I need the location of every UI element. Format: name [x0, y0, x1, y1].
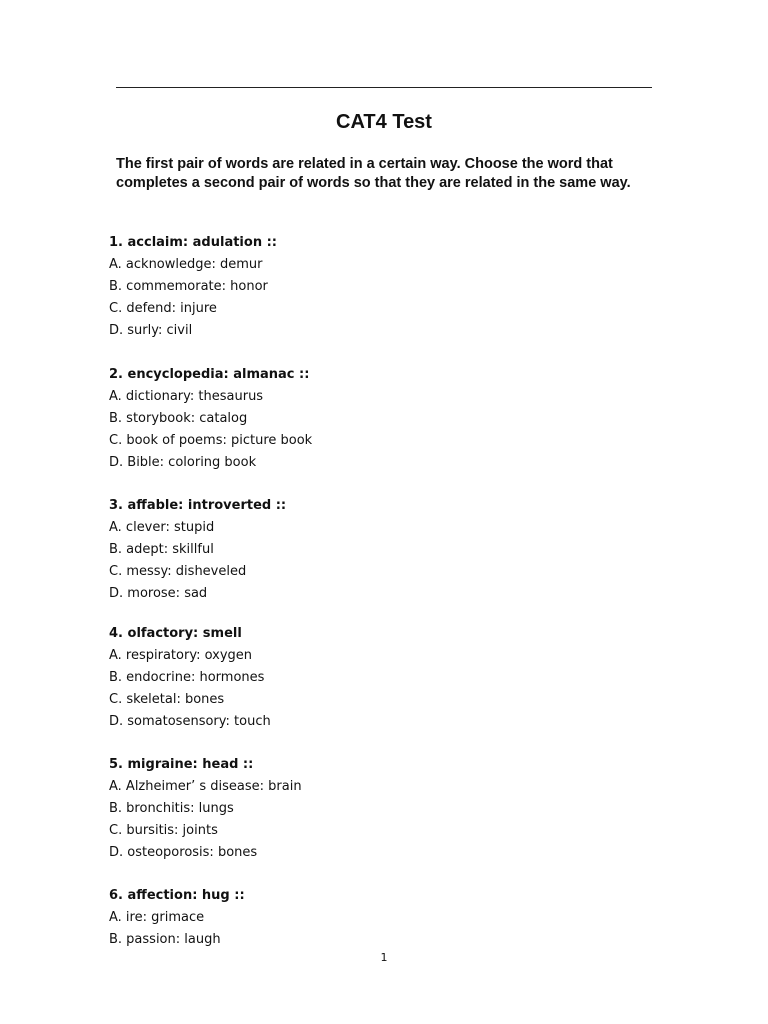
answer-option: D. surly: civil [109, 323, 193, 338]
answer-option: B. adept: skillful [109, 542, 214, 557]
answer-option: B. endocrine: hormones [109, 670, 265, 685]
instructions: The first pair of words are related in a certain way. Choose the word that completes a second pair of words so that they are related in the same way. [116, 156, 631, 191]
question-stem: 5. migraine: head :: [109, 757, 254, 772]
answer-option: C. book of poems: picture book [109, 433, 313, 448]
answer-option: A. Alzheimer’ s disease: brain [109, 779, 302, 794]
answer-option: D. morose: sad [109, 586, 208, 601]
question-3 [109, 495, 669, 605]
question-stem: 2. encyclopedia: almanac :: [109, 367, 310, 382]
answer-option: C. bursitis: joints [109, 823, 218, 838]
answer-option: A. clever: stupid [109, 520, 215, 535]
question-stem: 3. affable: introverted :: [109, 498, 287, 513]
answer-option: A. respiratory: oxygen [109, 648, 253, 663]
question-5 [109, 754, 669, 864]
answer-option: D. Bible: coloring book [109, 455, 257, 470]
answer-option: A. dictionary: thesaurus [109, 389, 264, 404]
answer-option: C. defend: injure [109, 301, 217, 316]
answer-option: B. passion: laugh [109, 932, 221, 947]
question-2 [109, 364, 669, 474]
question-stem: 4. olfactory: smell [109, 626, 242, 641]
question-4 [109, 623, 669, 733]
answer-option: C. messy: disheveled [109, 564, 247, 579]
question-1 [109, 232, 669, 342]
answer-option: A. ire: grimace [109, 910, 205, 925]
answer-option: D. osteoporosis: bones [109, 845, 258, 860]
answer-option: B. bronchitis: lungs [109, 801, 234, 816]
header-rule [116, 87, 652, 88]
answer-option: D. somatosensory: touch [109, 714, 271, 729]
question-stem: 1. acclaim: adulation :: [109, 235, 277, 250]
answer-option: B. commemorate: honor [109, 279, 268, 294]
page-number: 1 [380, 951, 388, 964]
question-6 [109, 885, 669, 951]
answer-option: C. skeletal: bones [109, 692, 225, 707]
page-title: CAT4 Test [336, 111, 432, 133]
question-stem: 6. affection: hug :: [109, 888, 245, 903]
answer-option: A. acknowledge: demur [109, 257, 263, 272]
answer-option: B. storybook: catalog [109, 411, 248, 426]
